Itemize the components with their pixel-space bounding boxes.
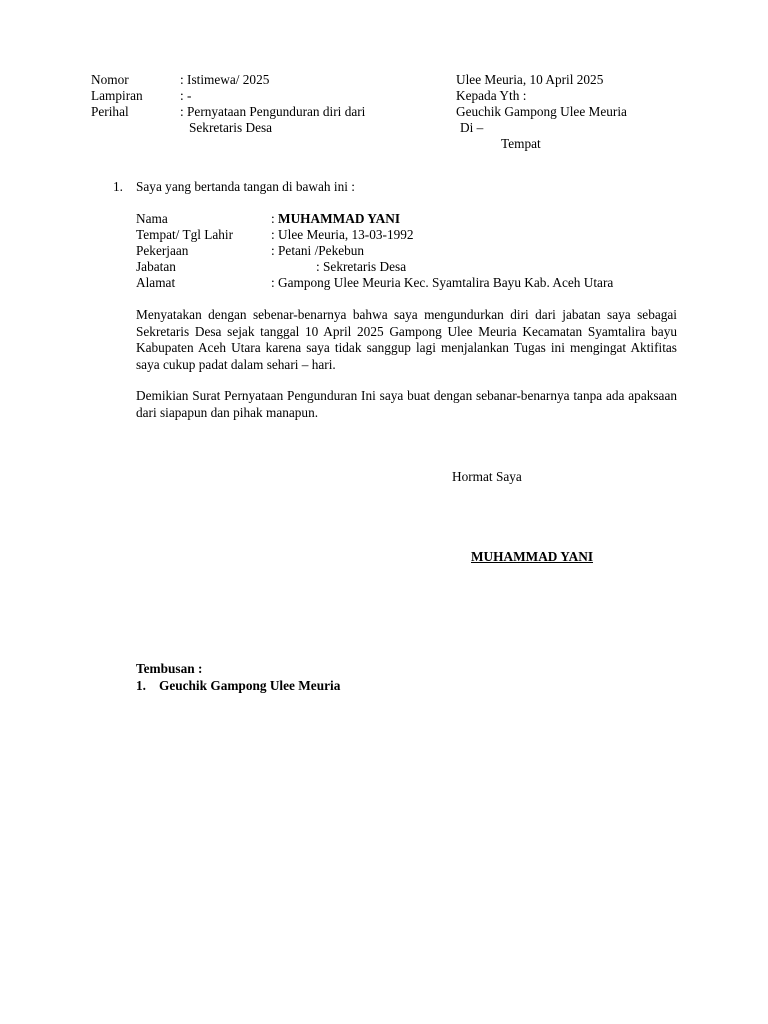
field-value-nama: : MUHAMMAD YANI — [271, 211, 401, 226]
closing-paragraph: Demikian Surat Pernyataan Pengunduran Ini saya buat dengan sebanar-benarnya tanpa ada apaksaan dari siapapun dan pihak manapun. — [136, 388, 677, 420]
field-label-jabatan: Jabatan — [136, 259, 176, 274]
field-label-alamat: Alamat — [136, 275, 176, 290]
statement-paragraph: Menyatakan dengan sebenar-benarnya bahwa saya mengundurkan diri dari jabatan saya sebagai Sekretaris Desa sejak tanggal 10 April 2025 Gampong Ulee Meuria Kecamatan Syamtalira bayu Kabupaten Aceh Utara karena saya tidak sanggup lagi menjalankan Tugas ini mengingat Aktifitas saya cukup padat dalam sehari – hari. — [136, 307, 677, 372]
field-value-ttl: : Ulee Meuria, 13-03-1992 — [271, 227, 414, 242]
perihal-label: Perihal — [91, 104, 129, 119]
recipient-name: Geuchik Gampong Ulee Meuria — [456, 104, 627, 119]
list-number: 1. — [113, 179, 123, 194]
field-label-pekerjaan: Pekerjaan — [136, 243, 189, 258]
tembusan-title: Tembusan : — [136, 661, 203, 676]
lampiran-label: Lampiran — [91, 88, 143, 103]
tembusan-item-number: 1. — [136, 678, 146, 693]
nomor-label: Nomor — [91, 72, 129, 87]
place-date: Ulee Meuria, 10 April 2025 — [456, 72, 604, 87]
nomor-value: : Istimewa/ 2025 — [180, 72, 270, 87]
field-label-ttl: Tempat/ Tgl Lahir — [136, 227, 234, 242]
recipient-di: Di – — [460, 120, 484, 135]
perihal-value-line2: Sekretaris Desa — [189, 120, 273, 135]
hormat-saya: Hormat Saya — [452, 469, 522, 484]
tembusan-item-text: Geuchik Gampong Ulee Meuria — [159, 678, 341, 693]
perihal-value-line1: : Pernyataan Pengunduran diri dari — [180, 104, 366, 119]
signer-name: MUHAMMAD YANI — [471, 549, 593, 564]
field-value-nama-bold: MUHAMMAD YANI — [278, 211, 401, 226]
recipient-tempat: Tempat — [501, 136, 541, 151]
field-value-jabatan: : Sekretaris Desa — [316, 259, 407, 274]
field-label-nama: Nama — [136, 211, 168, 226]
kepada-yth: Kepada Yth : — [456, 88, 527, 103]
lampiran-value: : - — [180, 88, 192, 103]
field-value-pekerjaan: : Petani /Pekebun — [271, 243, 365, 258]
intro-text: Saya yang bertanda tangan di bawah ini : — [136, 179, 355, 194]
field-value-alamat: : Gampong Ulee Meuria Kec. Syamtalira Bayu Kab. Aceh Utara — [271, 275, 614, 290]
